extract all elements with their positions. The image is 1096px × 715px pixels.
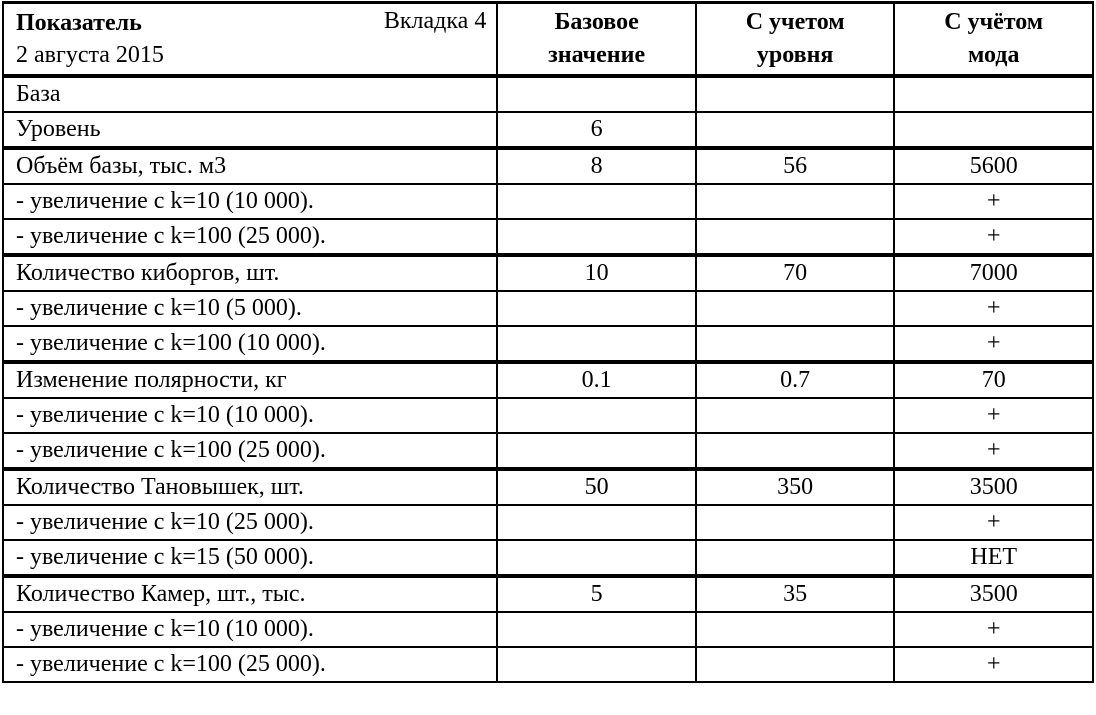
date-label: 2 августа 2015 bbox=[16, 42, 164, 68]
table-row bbox=[3, 647, 1093, 682]
row-name: - увеличение с k=100 (25 000). bbox=[3, 433, 497, 469]
level-value bbox=[696, 184, 895, 219]
table-row bbox=[3, 219, 1093, 255]
mod-value bbox=[894, 76, 1093, 112]
row-name: - увеличение с k=10 (25 000). bbox=[3, 505, 497, 540]
level-value: 56 bbox=[696, 148, 895, 184]
table-row bbox=[3, 255, 1093, 291]
level-value bbox=[696, 112, 895, 148]
table-row bbox=[3, 469, 1093, 505]
table-row bbox=[3, 148, 1093, 184]
base-header-line1: Базовое bbox=[554, 9, 639, 35]
base-value: 10 bbox=[497, 255, 696, 291]
base-value: 0.1 bbox=[497, 362, 696, 398]
mod-value: + bbox=[894, 184, 1093, 219]
level-value: 70 bbox=[696, 255, 895, 291]
level-value bbox=[696, 540, 895, 576]
row-name: - увеличение с k=10 (10 000). bbox=[3, 398, 497, 433]
table-row bbox=[3, 291, 1093, 326]
level-value bbox=[696, 398, 895, 433]
level-value bbox=[696, 505, 895, 540]
base-value bbox=[497, 76, 696, 112]
mod-value: + bbox=[894, 219, 1093, 255]
level-header-line1: С учетом bbox=[745, 9, 845, 35]
table-row bbox=[3, 433, 1093, 469]
level-value bbox=[696, 76, 895, 112]
base-value bbox=[497, 291, 696, 326]
mod-value: + bbox=[894, 326, 1093, 362]
mod-value: + bbox=[894, 505, 1093, 540]
base-value bbox=[497, 219, 696, 255]
base-value bbox=[497, 505, 696, 540]
level-value bbox=[696, 647, 895, 682]
table-row bbox=[3, 505, 1093, 540]
indicator-header bbox=[3, 3, 497, 77]
row-name: - увеличение с k=10 (10 000). bbox=[3, 184, 497, 219]
mod-value bbox=[894, 112, 1093, 148]
row-name: - увеличение с k=10 (10 000). bbox=[3, 612, 497, 647]
table-row bbox=[3, 184, 1093, 219]
row-name: - увеличение с k=100 (10 000). bbox=[3, 326, 497, 362]
base-value bbox=[497, 540, 696, 576]
tab-label: Вкладка 4 bbox=[383, 8, 487, 34]
mod-value: НЕТ bbox=[894, 540, 1093, 576]
mod-value: + bbox=[894, 398, 1093, 433]
base-value bbox=[497, 612, 696, 647]
base-value bbox=[497, 647, 696, 682]
row-name: - увеличение с k=100 (25 000). bbox=[3, 647, 497, 682]
table-row bbox=[3, 112, 1093, 148]
row-name: Количество Тановышек, шт. bbox=[3, 469, 497, 505]
row-name: Изменение полярности, кг bbox=[3, 362, 497, 398]
level-header-line2: уровня bbox=[756, 42, 834, 68]
table-row bbox=[3, 76, 1093, 112]
row-name: Уровень bbox=[3, 112, 497, 148]
table-row bbox=[3, 326, 1093, 362]
level-value: 0.7 bbox=[696, 362, 895, 398]
level-value-header bbox=[696, 3, 895, 77]
mod-value: 7000 bbox=[894, 255, 1093, 291]
level-value: 350 bbox=[696, 469, 895, 505]
base-value bbox=[497, 398, 696, 433]
table-row bbox=[3, 398, 1093, 433]
mod-value: + bbox=[894, 612, 1093, 647]
mod-value: + bbox=[894, 291, 1093, 326]
base-header-line2: значение bbox=[548, 42, 646, 68]
level-value bbox=[696, 219, 895, 255]
mod-value: 3500 bbox=[894, 576, 1093, 612]
level-value bbox=[696, 433, 895, 469]
base-value bbox=[497, 184, 696, 219]
row-name: Количество Камер, шт., тыс. bbox=[3, 576, 497, 612]
table-row bbox=[3, 612, 1093, 647]
base-value bbox=[497, 326, 696, 362]
mod-value-header bbox=[894, 3, 1093, 77]
row-name: База bbox=[3, 76, 497, 112]
mod-value: 5600 bbox=[894, 148, 1093, 184]
header-row bbox=[3, 3, 1093, 77]
table-row bbox=[3, 362, 1093, 398]
mod-value: 70 bbox=[894, 362, 1093, 398]
level-value bbox=[696, 291, 895, 326]
base-value: 8 bbox=[497, 148, 696, 184]
level-value bbox=[696, 326, 895, 362]
base-value bbox=[497, 433, 696, 469]
indicator-table bbox=[2, 1, 1094, 683]
level-value bbox=[696, 612, 895, 647]
mod-header-line2: мода bbox=[967, 42, 1020, 68]
level-value: 35 bbox=[696, 576, 895, 612]
table-row bbox=[3, 540, 1093, 576]
mod-value: 3500 bbox=[894, 469, 1093, 505]
row-name: - увеличение с k=15 (50 000). bbox=[3, 540, 497, 576]
row-name: - увеличение с k=10 (5 000). bbox=[3, 291, 497, 326]
mod-value: + bbox=[894, 433, 1093, 469]
base-value: 50 bbox=[497, 469, 696, 505]
mod-value: + bbox=[894, 647, 1093, 682]
base-value: 6 bbox=[497, 112, 696, 148]
base-value-header bbox=[497, 3, 696, 77]
indicator-label: Показатель bbox=[16, 10, 142, 36]
table-row bbox=[3, 576, 1093, 612]
row-name: Объём базы, тыс. м3 bbox=[3, 148, 497, 184]
base-value: 5 bbox=[497, 576, 696, 612]
row-name: Количество киборгов, шт. bbox=[3, 255, 497, 291]
mod-header-line1: С учётом bbox=[944, 9, 1044, 35]
row-name: - увеличение с k=100 (25 000). bbox=[3, 219, 497, 255]
